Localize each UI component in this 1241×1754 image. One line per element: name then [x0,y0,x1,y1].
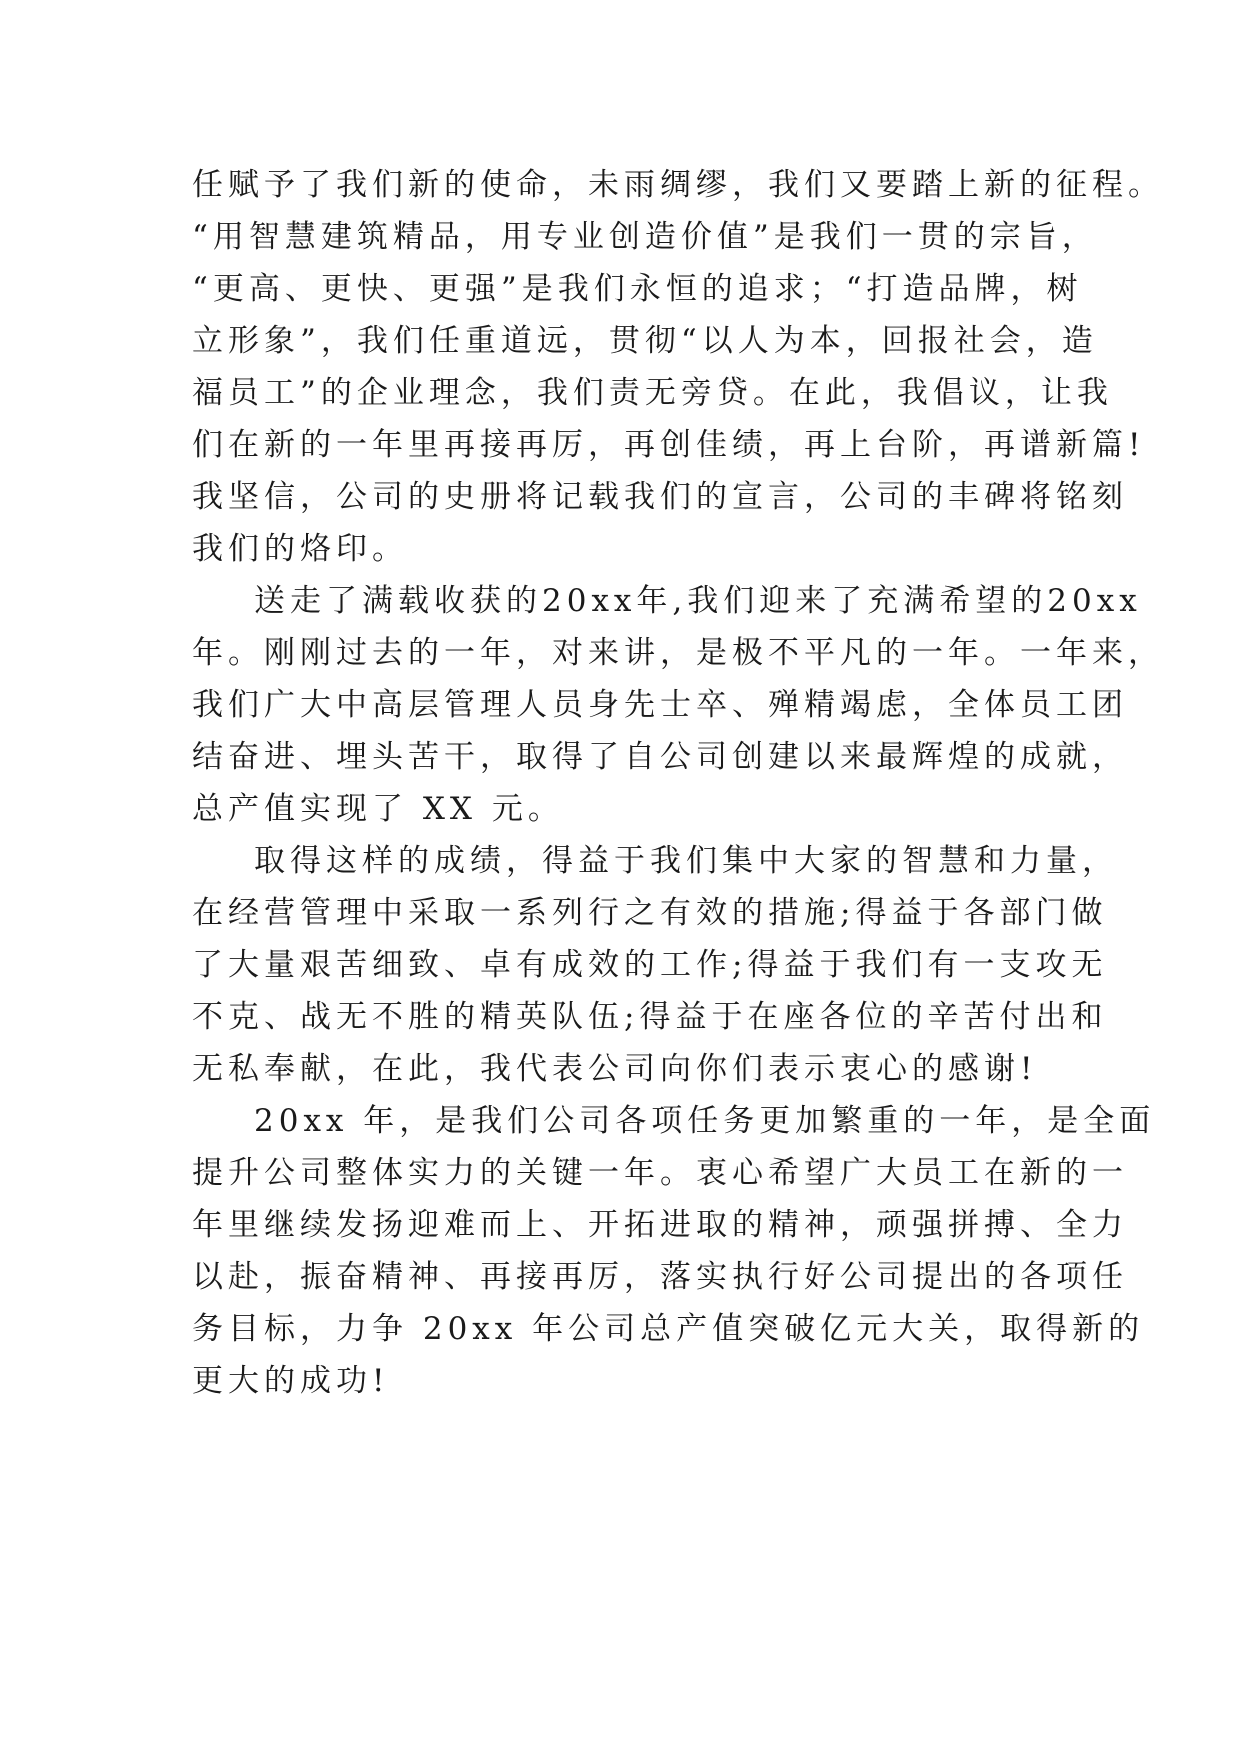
text-line: 年。刚刚过去的一年，对来讲，是极不平凡的一年。一年来， [192,635,1164,671]
text-line: 提升公司整体实力的关键一年。衷心希望广大员工在新的一 [192,1155,1128,1191]
text-line: 了大量艰苦细致、卓有成效的工作;得益于我们有一支攻无 [192,947,1108,983]
text-line: 我坚信，公司的史册将记载我们的宣言，公司的丰碑将铭刻 [192,479,1128,515]
text-line: 福员工”的企业理念，我们责无旁贷。在此，我倡议，让我 [192,375,1113,411]
text-line: 总产值实现了 XX 元。 [192,791,564,827]
text-line: 不克、战无不胜的精英队伍;得益于在座各位的辛苦付出和 [192,999,1108,1035]
text-line: 年里继续发扬迎难而上、开拓进取的精神，顽强拼搏、全力 [192,1207,1128,1243]
text-line: 们在新的一年里再接再厉，再创佳绩，再上台阶，再谱新篇! [192,427,1146,463]
paragraph-first-line: 送走了满载收获的20xx年,我们迎来了充满希望的20xx [254,583,1142,619]
text-line: 任赋予了我们新的使命，未雨绸缪，我们又要踏上新的征程。 [192,167,1164,203]
text-line: 在经营管理中采取一系列行之有效的措施;得益于各部门做 [192,895,1108,931]
text-line: 结奋进、埋头苦干，取得了自公司创建以来最辉煌的成就， [192,739,1128,775]
text-line: 我们广大中高层管理人员身先士卒、殚精竭虑，全体员工团 [192,687,1128,723]
text-line: “更高、更快、更强”是我们永恒的追求；“打造品牌，树 [192,271,1083,307]
text-line: 更大的成功! [192,1363,390,1399]
text-line: 务目标，力争 20xx 年公司总产值突破亿元大关，取得新的 [192,1311,1145,1347]
paragraph-first-line: 20xx 年，是我们公司各项任务更加繁重的一年，是全面 [254,1103,1156,1139]
text-line: 我们的烙印。 [192,531,408,567]
text-line: “用智慧建筑精品，用专业创造价值”是我们一贯的宗旨， [192,219,1098,255]
text-line: 无私奉献，在此，我代表公司向你们表示衷心的感谢! [192,1051,1038,1087]
text-line: 以赴，振奋精神、再接再厉，落实执行好公司提出的各项任 [192,1259,1128,1295]
text-line: 立形象”，我们任重道远，贯彻“以人为本，回报社会，造 [192,323,1098,359]
paragraph-first-line: 取得这样的成绩，得益于我们集中大家的智慧和力量， [254,843,1118,879]
